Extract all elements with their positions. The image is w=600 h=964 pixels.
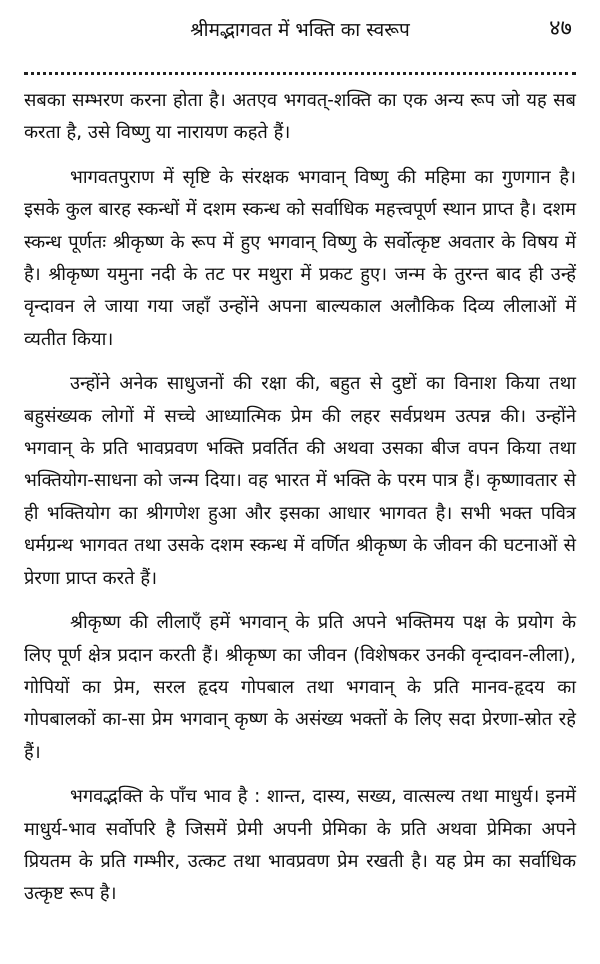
body-text: [24, 85, 576, 911]
running-title: श्रीमद्भागवत में भक्ति का स्वरूप: [190, 19, 410, 41]
paragraph: श्रीकृष्ण की लीलाएँ हमें भगवान् के प्रति अपने भक्तिमय पक्ष के प्रयोग के लिए पूर्ण क्षेत्र प्रदान करती हैं। श्रीकृष्ण का जीवन (विशेषकर उनकी वृन्दावन-लीला), गोपियों का प्रेम, सरल हृदय गोपबाल तथा भगवान् के प्रति मानव-हृदय का गोपबालकों का-सा प्रेम भगवान् कृष्ण के असंख्य भक्तों के लिए सदा प्रेरणा-स्रोत रहे हैं।: [24, 612, 576, 763]
paragraph: उन्होंने अनेक साधुजनों की रक्षा की, बहुत से दुष्टों का विनाश किया तथा बहुसंख्यक लोगों में सच्चे आध्यात्मिक प्रेम की लहर सर्वप्रथम उत्पन्न की। उन्होंने भगवान् के प्रति भावप्रवण भक्ति प्रवर्तित की अथवा उसका बीज वपन किया तथा भक्तियोग-साधना को जन्म दिया। वह भारत में भक्ति के परम पात्र हैं। कृष्णावतार से ही भक्तियोग का श्रीगणेश हुआ और इसका आधार भागवत है। सभी भक्त पवित्र धर्मग्रन्थ भागवत तथा उसके दशम स्कन्ध में वर्णित श्रीकृष्ण के जीवन की घटनाओं से प्रेरणा प्राप्त करते हैं।: [24, 373, 576, 589]
running-header: [24, 14, 576, 50]
paragraph: भगवद्भक्ति के पाँच भाव है : शान्त, दास्य, सख्य, वात्सल्य तथा माधुर्य। इनमें माधुर्य-भाव सर्वोपरि है जिसमें प्रेमी अपनी प्रेमिका के प्रति अथवा प्रेमिका अपने प्रियतम के प्रति गम्भीर, उत्कट तथा भावप्रवण प्रेम रखती है। यह प्रेम का सर्वाधिक उत्कृष्ट रूप है।: [24, 786, 576, 905]
paragraph-continuation: सबका सम्भरण करना होता है। अतएव भगवत्-शक्ति का एक अन्य रूप जो यह सब करता है, उसे विष्णु या नारायण कहते हैं।: [24, 90, 576, 144]
dotted-rule: [24, 72, 576, 75]
paragraph: भागवतपुराण में सृष्टि के संरक्षक भगवान् विष्णु की महिमा का गुणगान है। इसके कुल बारह स्कन्धों में दशम स्कन्ध को सर्वाधिक महत्त्वपूर्ण स्थान प्राप्त है। दशम स्कन्ध पूर्णतः श्रीकृष्ण के रूप में हुए भगवान् विष्णु के सर्वोत्कृष्ट अवतार के विषय में है। श्रीकृष्ण यमुना नदी के तट पर मथुरा में प्रकट हुए। जन्म के तुरन्त बाद ही उन्हें वृन्दावन ले जाया गया जहाँ उन्होंने अपना बाल्यकाल अलौकिक दिव्य लीलाओं में व्यतीत किया।: [24, 166, 577, 350]
page-number: ४७: [549, 16, 572, 41]
